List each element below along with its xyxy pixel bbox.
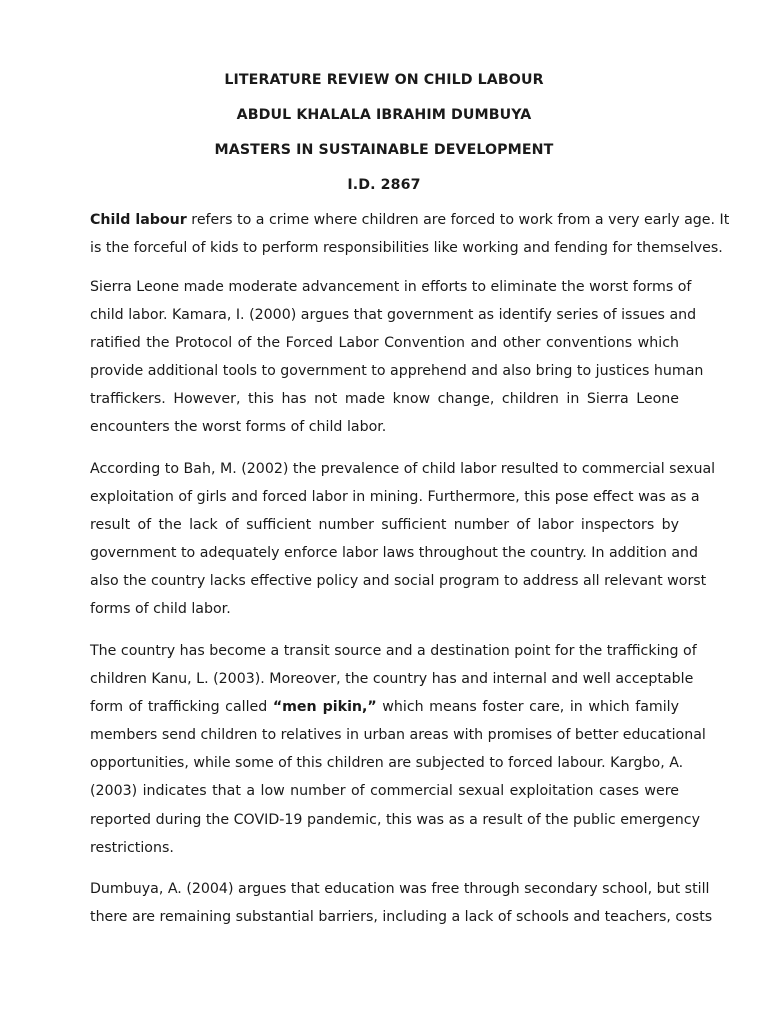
paragraph-line: [90, 206, 730, 234]
paragraph-line: opportunities, while some of this children are subjected to forced labour. Kargbo, A.: [90, 755, 684, 772]
paragraph-line: reported during the COVID-19 pandemic, this was as a result of the public emergency: [90, 811, 700, 828]
paragraph-line: children Kanu, L. (2003). Moreover, the country has and internal and well acceptable: [90, 671, 694, 688]
paragraph-line: According to Bah, M. (2002) the prevalence of child labor resulted to commercial sexual: [90, 461, 716, 477]
paragraph-line: [90, 693, 679, 721]
defined-term: Child labour: [90, 212, 187, 228]
paragraph-line: is the forceful of kids to perform responsibilities like working and fending for themselves.: [90, 240, 723, 257]
line-text: form of trafficking called: [90, 699, 268, 716]
paragraph-definition: [90, 206, 730, 262]
paragraph-line: restrictions.: [90, 839, 174, 856]
paragraph-line: Sierra Leone made moderate advancement in efforts to eliminate the worst forms of: [90, 279, 692, 295]
program-name: MASTERS IN SUSTAINABLE DEVELOPMENT: [214, 142, 554, 158]
paragraph-line: encounters the worst forms of child labor.: [90, 419, 387, 436]
line-text: refers to a crime where children are forced to work from a very early age. It: [191, 212, 730, 228]
paragraph-line: child labor. Kamara, I. (2000) argues that government as identify series of issues and: [90, 307, 697, 324]
student-id: I.D. 2867: [347, 177, 421, 193]
paragraph-line: also the country lacks effective policy and social program to address all relevant worst: [90, 573, 707, 590]
paragraph-line: forms of child labor.: [90, 601, 231, 618]
paragraph-line: ratified the Protocol of the Forced Labor Convention and other conventions which: [90, 335, 679, 352]
paragraph-line: government to adequately enforce labor laws throughout the country. In addition and: [90, 545, 699, 562]
paragraph-line: result of the lack of sufficient number sufficient number of labor inspectors by: [90, 517, 679, 534]
line-text: which means foster care, in which family: [382, 699, 679, 716]
document-title: LITERATURE REVIEW ON CHILD LABOUR: [224, 72, 544, 88]
author-name: ABDUL KHALALA IBRAHIM DUMBUYA: [236, 107, 532, 123]
paragraph-sierra-leone: [90, 273, 704, 442]
paragraph-line: The country has become a transit source and a destination point for the trafficking of: [90, 643, 697, 659]
paragraph-line: Dumbuya, A. (2004) argues that education was free through secondary school, but still: [90, 881, 710, 897]
paragraph-line: (2003) indicates that a low number of commercial sexual exploitation cases were: [90, 783, 679, 800]
paragraph-trafficking: [90, 637, 706, 862]
paragraph-line: exploitation of girls and forced labor in mining. Furthermore, this pose effect was as a: [90, 489, 700, 506]
paragraph-line: there are remaining substantial barriers, including a lack of schools and teachers, costs: [90, 909, 713, 926]
paragraph-line: provide additional tools to government to apprehend and also bring to justices human: [90, 363, 704, 380]
quoted-term: “men pikin,”: [272, 699, 377, 716]
paragraph-bah: [90, 455, 716, 624]
paragraph-line: traffickers. However, this has not made know change, children in Sierra Leone: [90, 391, 679, 408]
paragraph-line: members send children to relatives in urban areas with promises of better educational: [90, 727, 706, 744]
paragraph-education: [90, 875, 713, 931]
